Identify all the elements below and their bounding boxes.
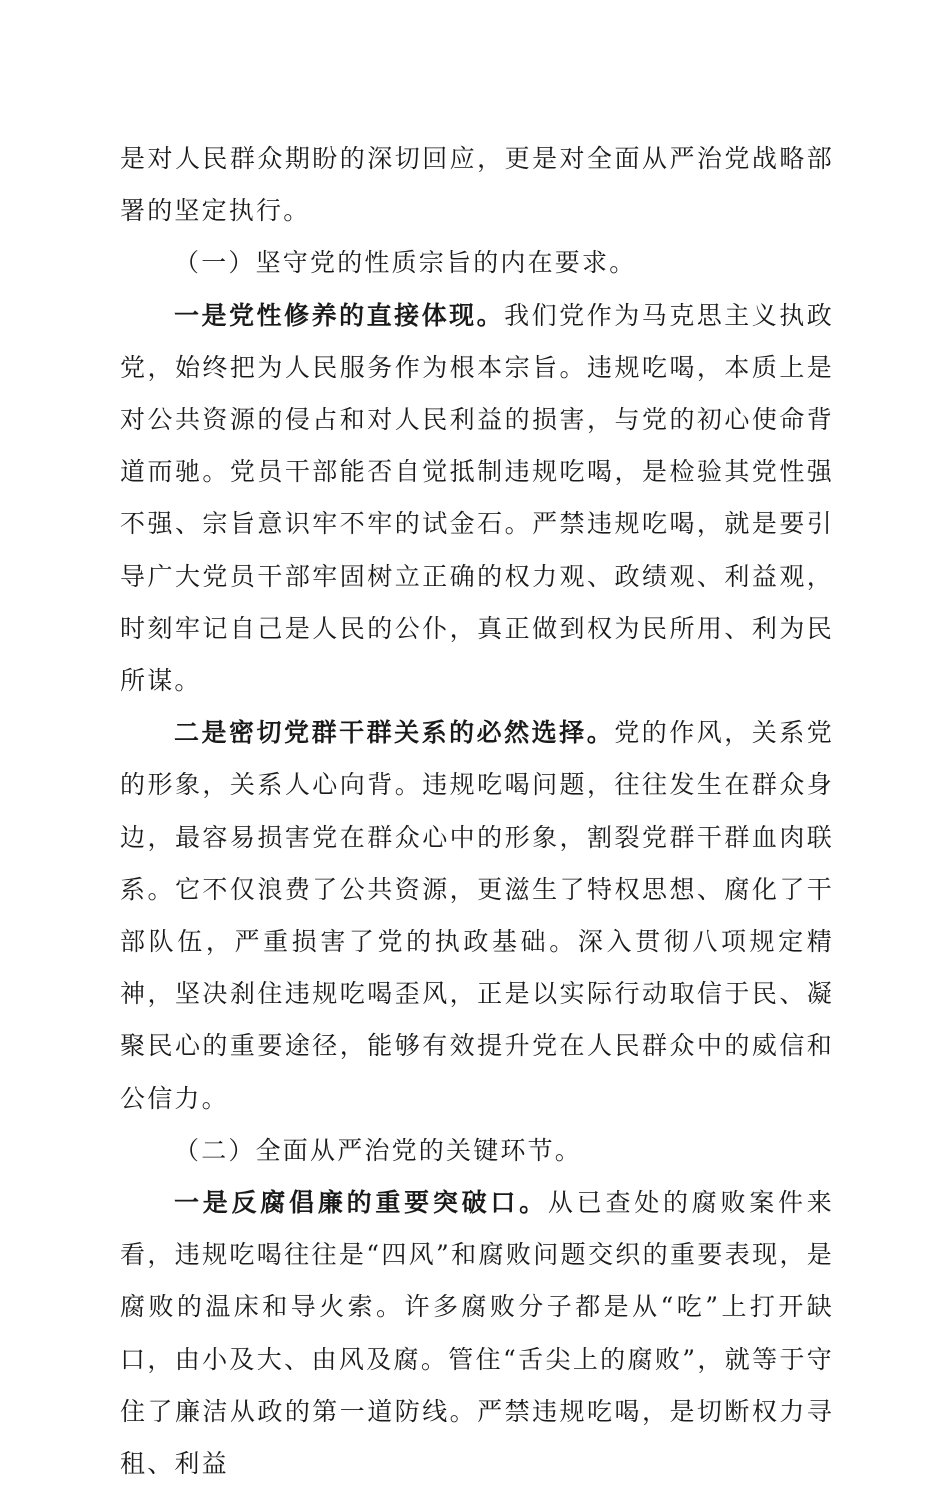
paragraph-party-masses (120, 707, 834, 1125)
heading-text: （二）全面从严治党的关键环节。 (174, 1135, 583, 1165)
document-body (120, 133, 834, 1490)
paragraph-continuation (120, 133, 834, 237)
paragraph-lead: 一是党性修养的直接体现。 (174, 300, 505, 330)
section-heading-1 (120, 237, 834, 289)
section-heading-2 (120, 1125, 834, 1177)
paragraph-anti-corruption (120, 1177, 834, 1490)
paragraph-lead: 二是密切党群干群关系的必然选择。 (174, 718, 615, 748)
paragraph-text: 我们党作为马克思主义执政党，始终把为人民服务作为根本宗旨。违规吃喝，本质上是对公共资源的侵占和对人民利益的损害，与党的初心使命背道而驰。党员干部能否自觉抵制违规吃喝，是检验其党性强不强、宗旨意识牢不牢的试金石。严禁违规吃喝，就是要引导广大党员干部牢固树立正确的权力观、政绩观、利益观，时刻牢记自己是人民的公仆，真正做到权为民所用、利为民所谋。 (120, 300, 834, 696)
paragraph-lead: 一是反腐倡廉的重要突破口。 (174, 1188, 548, 1218)
paragraph-text: 党的作风，关系党的形象，关系人心向背。违规吃喝问题，往往发生在群众身边，最容易损害党在群众心中的形象，割裂党群干群血肉联系。它不仅浪费了公共资源，更滋生了特权思想、腐化了干部队伍，严重损害了党的执政基础。深入贯彻八项规定精神，坚决刹住违规吃喝歪风，正是以实际行动取信于民、凝聚民心的重要途径，能够有效提升党在人民群众中的威信和公信力。 (120, 718, 834, 1113)
heading-text: （一）坚守党的性质宗旨的内在要求。 (174, 248, 637, 278)
paragraph-party-spirit (120, 290, 834, 708)
paragraph-text: 是对人民群众期盼的深切回应，更是对全面从严治党战略部署的坚定执行。 (120, 144, 834, 226)
paragraph-text: 从已查处的腐败案件来看，违规吃喝往往是“四风”和腐败问题交织的重要表现，是腐败的温床和导火索。许多腐败分子都是从“吃”上打开缺口，由小及大、由风及腐。管住“舌尖上的腐败”，就等于守住了廉洁从政的第一道防线。严禁违规吃喝，是切断权力寻租、利益 (120, 1188, 834, 1479)
